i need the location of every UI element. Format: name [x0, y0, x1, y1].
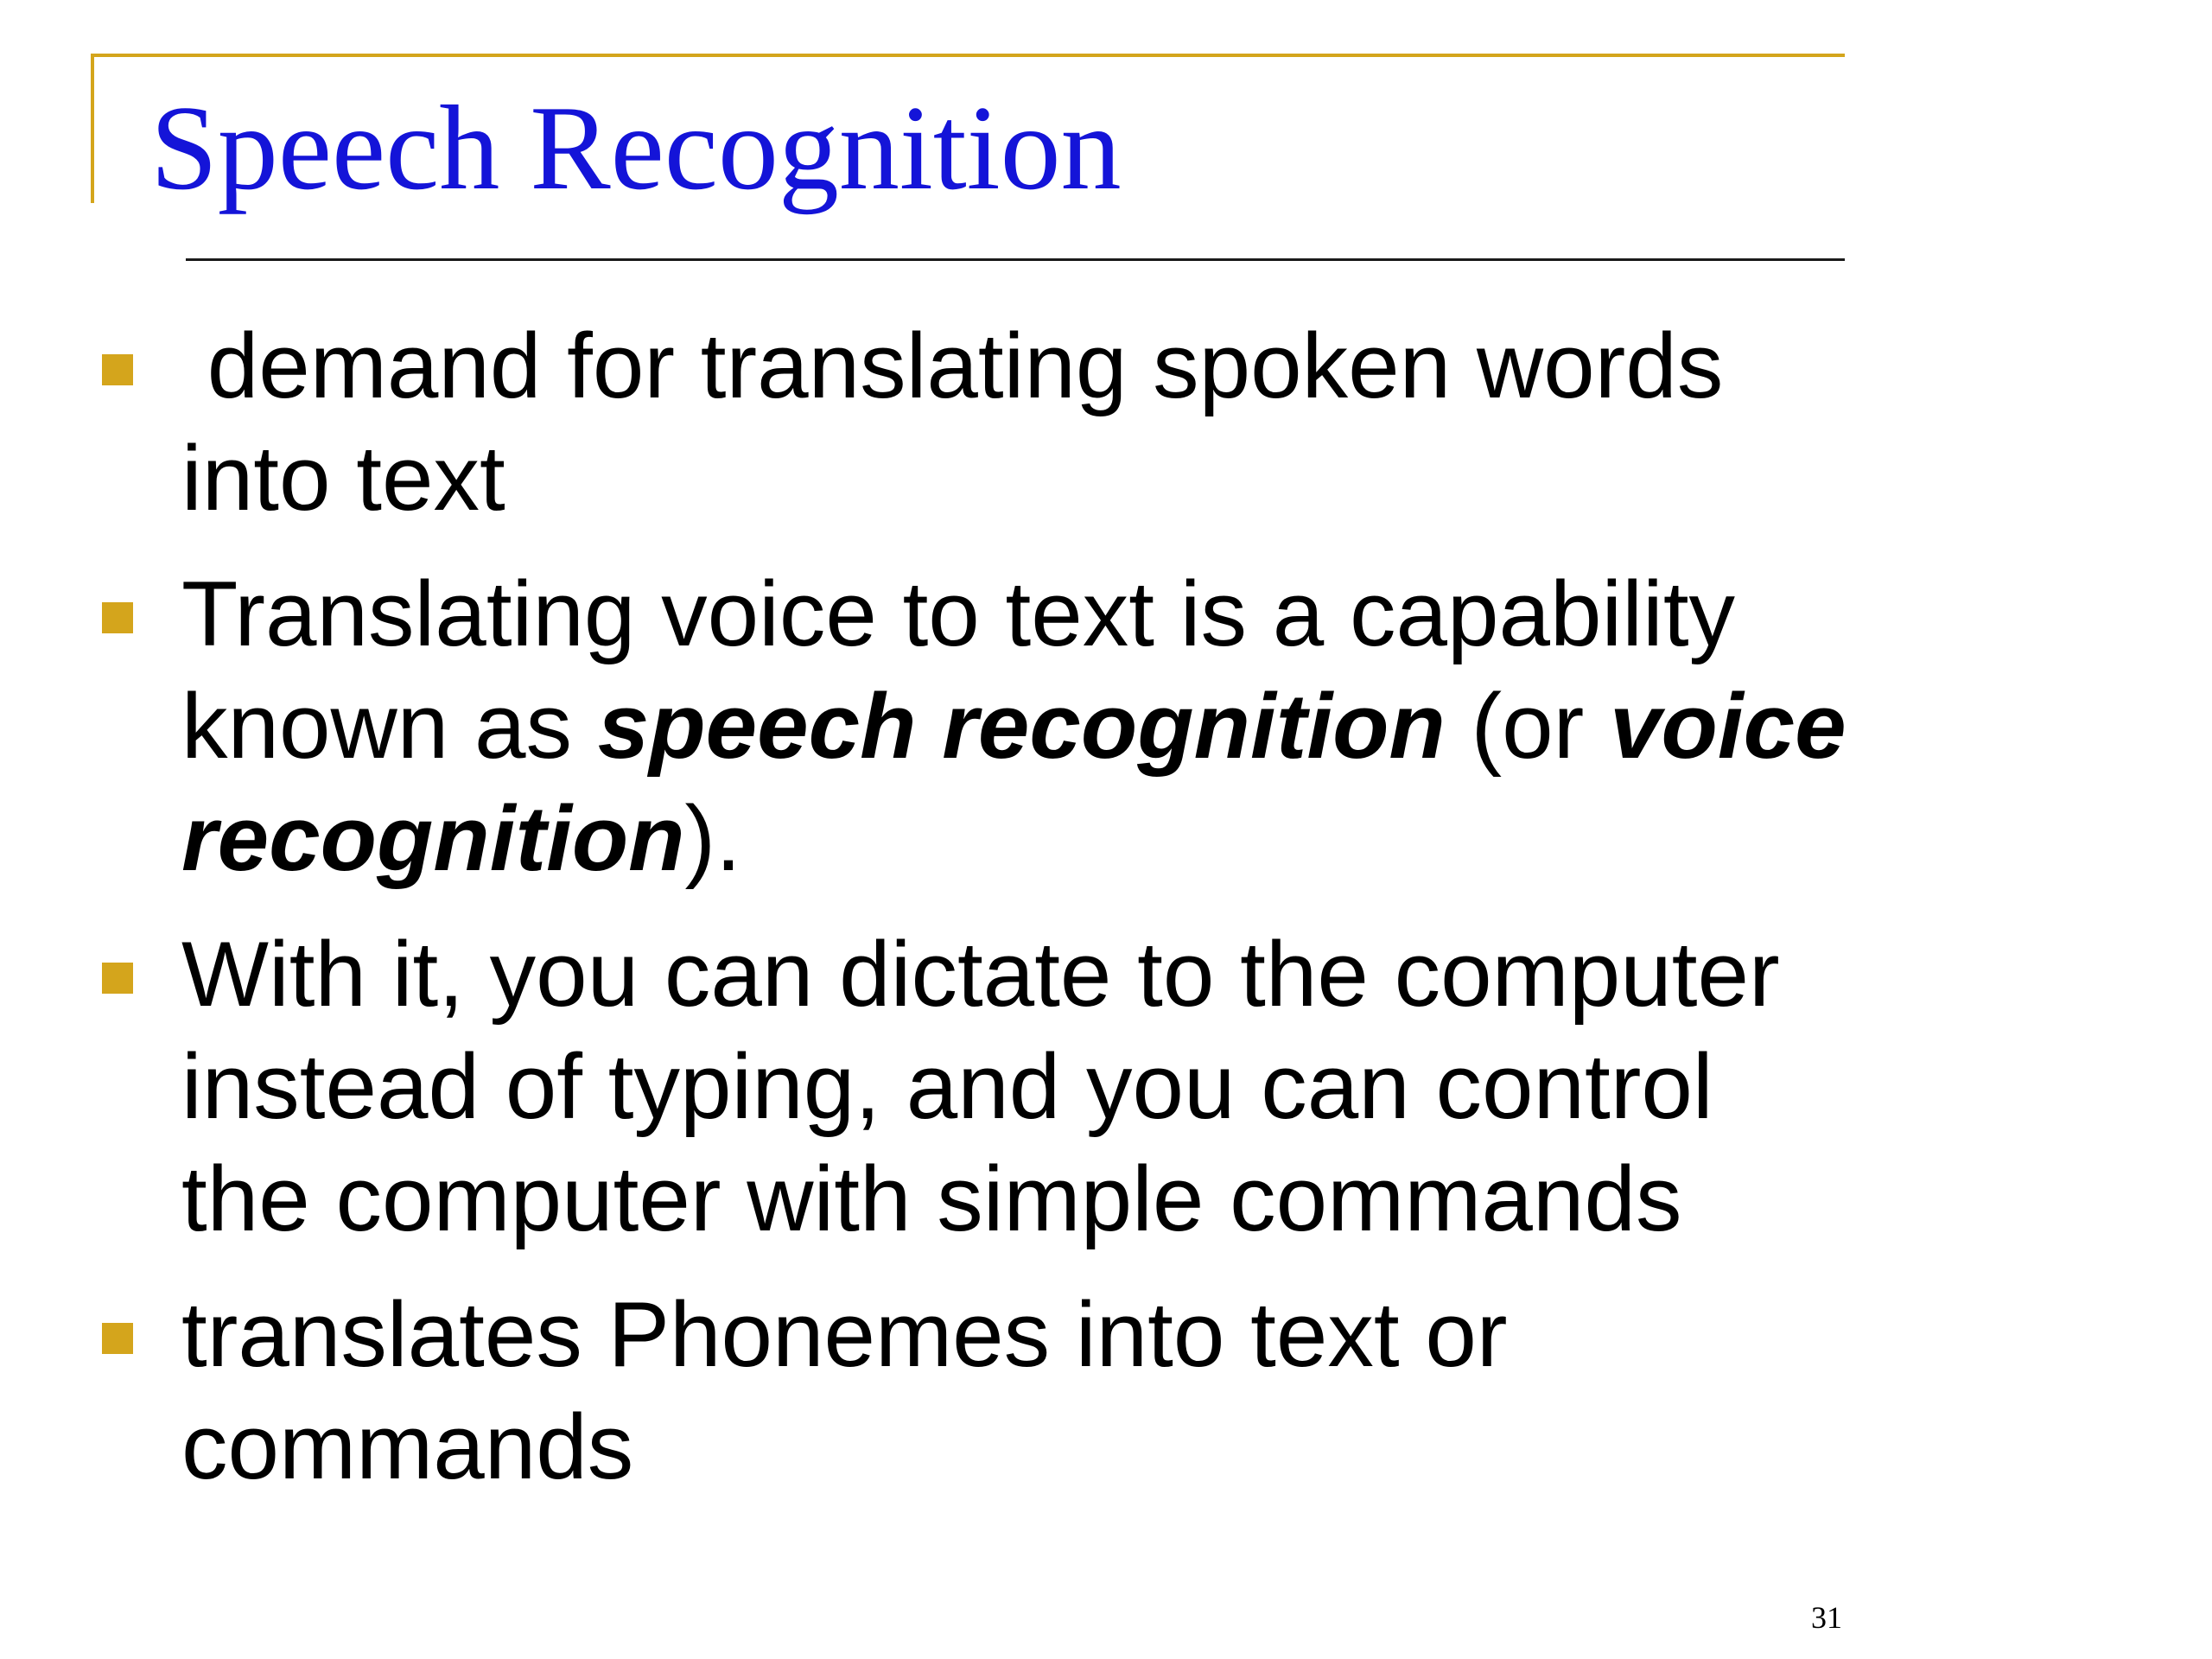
bullet-text-plain: (or [1445, 674, 1611, 778]
bullet-term-voice-recognition: voice recognition [181, 674, 1847, 890]
bullet-term-speech-recognition: speech recognition [597, 674, 1446, 778]
slide-title: Speech Recognition [150, 81, 1122, 215]
square-bullet-icon [102, 602, 133, 633]
bullet-item [0, 557, 1901, 894]
bullet-item [0, 918, 1901, 1255]
square-bullet-icon [102, 963, 133, 994]
bullet-text: translates Phonemes into text or commands [181, 1282, 1508, 1498]
bullet-text: demand for translating spoken words into text [181, 314, 1750, 530]
bullet-text: With it, you can dictate to the computer instead of typing, and you can control the computer with simple commands [181, 922, 1780, 1250]
title-frame-left-rule [91, 54, 94, 203]
bullet-item [0, 1278, 1901, 1503]
title-frame-top-rule [91, 54, 1845, 57]
bullet-text-plain: ). [684, 786, 741, 890]
bullet-text-plain: Translating voice to text is a capability known as [181, 562, 1736, 778]
bullet-text [181, 557, 1858, 894]
title-underline-rule [186, 258, 1845, 261]
square-bullet-icon [102, 1323, 133, 1354]
bullet-item [0, 309, 1901, 534]
slide-number: 31 [1811, 1600, 1842, 1635]
bullet-list [0, 309, 1901, 1526]
square-bullet-icon [102, 354, 133, 385]
